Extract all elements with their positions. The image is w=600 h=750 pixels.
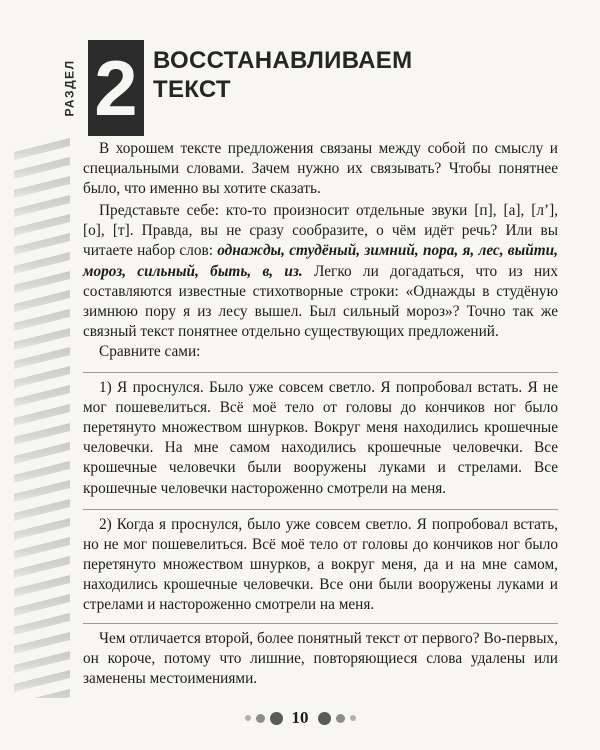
footer-dot (245, 715, 251, 721)
stripe (14, 385, 70, 407)
stripe (14, 157, 70, 179)
section-label: РАЗДЕЛ (63, 59, 78, 117)
stripe (14, 689, 70, 698)
stripe (14, 556, 70, 578)
stripe (14, 632, 70, 654)
example-2-text: 2) Когда я проснулся, было уже совсем светло. Я попробовал встать, но не мог пошевелиться. Всё моё тело от головы до кончиков ног было перетянуто множеством шнурков, а вокруг меня, да и на мне самом, находились крошечные человечки. Все они были вооружены луками и стрелами и настороженно смотрели на меня. (83, 515, 558, 613)
stripe (14, 499, 70, 521)
stripe (14, 651, 70, 673)
stripe (14, 537, 70, 559)
paragraph-intro: В хорошем тексте предложения связаны между собой по смыслу и специальными словами. Зачем нужно их связывать? Чтобы понятнее было, что именно вы хотите сказать. (83, 140, 558, 198)
paragraph-sounds: Представьте себе: кто-то произносит отдельные звуки [п], [а], [л’], [о], [т]. Правда, вы не сразу сообразите, о чём идёт речь? Или вы читаете набор слов: однажды, студёный, зимний, пора, я, лес, выйти, мороз, сильный, быть, в, из. Легко ли догадаться, что из них составляются известные стихотворные строки: «Однажды в студёную зимнюю пору я из лесу вышел. Был сильный мороз»? Точно так же связный текст понятнее отдельно существующих предложений. (83, 202, 558, 340)
footer-dot (336, 714, 345, 723)
stripe (14, 575, 70, 597)
footer-dot (350, 715, 356, 721)
body-text (83, 139, 558, 689)
stripe (14, 176, 70, 198)
paragraph-compare: Сравните сами: (99, 342, 201, 360)
stripe (14, 480, 70, 502)
stripe (14, 670, 70, 692)
stripe (14, 138, 70, 160)
title-line-2: ТЕКСТ (153, 76, 231, 103)
page-number: 10 (291, 708, 309, 727)
footer-dot (318, 712, 331, 725)
stripe (14, 366, 70, 388)
stripe (14, 423, 70, 445)
footer-dot (256, 714, 265, 723)
stripe (14, 271, 70, 293)
conclusion-text: Чем отличается второй, более понятный текст от первого? Во-первых, он короче, потому что лишние, повторяющиеся слова удалены или заменены местоимениями. (83, 630, 558, 688)
stripe (14, 518, 70, 540)
stripe (14, 328, 70, 350)
stripe (14, 347, 70, 369)
word-list: однажды, студёный, зимний, пора, я, лес, выйти, мороз, сильный, быть, в, из. (83, 242, 558, 280)
stripe (14, 233, 70, 255)
stripe (14, 290, 70, 312)
stripe (14, 442, 70, 464)
section-number: 2 (94, 44, 138, 132)
footer-dot (270, 712, 283, 725)
example-2-block (83, 509, 558, 615)
stripe (14, 404, 70, 426)
stripe (14, 594, 70, 616)
decorative-stripes (14, 138, 70, 698)
example-1-text: 1) Я проснулся. Было уже совсем светло. Я попробовал встать. Я не мог пошевелиться. Всё моё тело от головы до кончиков ног было перетянуто множеством шнурков. Вокруг меня находились крошечные человечки. На мне самом находились крошечные человечки. Все крошечные человечки были вооружены луками и стрелами. Все крошечные человечки настороженно смотрели на меня. (83, 379, 558, 497)
conclusion-block (83, 623, 558, 689)
stripe (14, 461, 70, 483)
page-footer (0, 708, 600, 728)
stripe (14, 214, 70, 236)
title-line-1: ВОССТАНАВЛИВАЕМ (153, 47, 413, 74)
stripe (14, 195, 70, 217)
stripe (14, 613, 70, 635)
section-number-box (88, 40, 144, 136)
stripe (14, 252, 70, 274)
stripe (14, 309, 70, 331)
example-1-block (83, 372, 558, 499)
page-title (153, 46, 412, 104)
